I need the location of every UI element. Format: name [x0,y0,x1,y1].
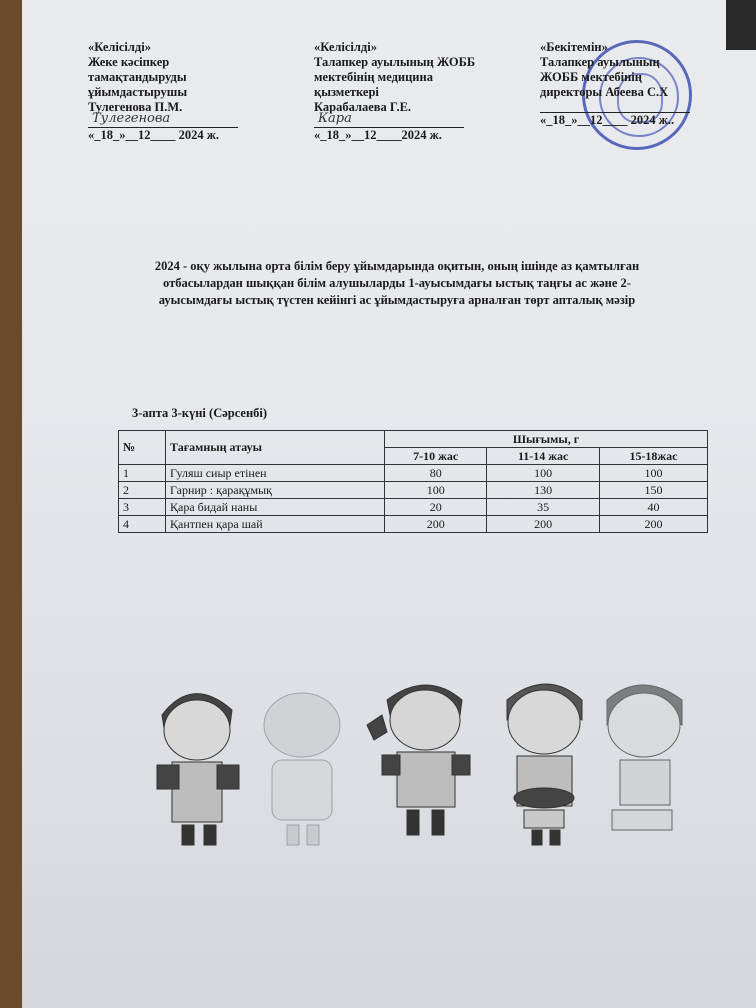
row-value: 80 [385,465,487,482]
approval-line: Карабалаева Г.Е. [314,100,412,114]
approval-line: директоры Абеева С.Х [540,85,669,99]
approval-line: ұйымдастырушы [88,85,188,99]
row-value: 200 [599,516,707,533]
approval-block-1 [88,40,238,143]
row-dish-name: Гуляш сиыр етінен [166,465,385,482]
document-sheet [22,0,756,1008]
child-figure-2 [264,693,340,845]
row-value: 100 [385,482,487,499]
children-illustration [142,670,702,870]
table-header-row [119,431,708,448]
row-number: 4 [119,516,166,533]
row-number: 3 [119,499,166,516]
approval-line: Талапкер ауылының ЖОББ [314,55,476,69]
row-number: 1 [119,465,166,482]
child-figure-1 [157,694,239,845]
approval-line: Тулегенова П.М. [88,100,183,114]
handwritten-signature: Кара [318,111,352,126]
child-figure-4 [507,684,582,845]
approval-line: тамақтандыруды [88,70,187,84]
approval-line: ЖОББ мектебінің [540,70,642,84]
approval-line: қызметкері [314,85,379,99]
row-dish-name: Қара бидай наны [166,499,385,516]
document-title: 2024 - оқу жылына орта білім беру ұйымдарында оқитын, оның ішінде аз қамтылған отбасылардан шыққан білім алушыларды 1-ауысымдағы ыстық таңғы ас және 2-ауысымдағы ыстық түстен кейінгі ас ұйымдастыруға арналған төрт апталық мәзір [154,259,640,307]
child-figure-5 [607,685,682,830]
menu-table [118,430,708,533]
row-value: 130 [487,482,600,499]
approval-block-3 [540,40,690,128]
approval-date: «_18_»__12____ 2024 ж.. [540,113,675,127]
row-dish-name: Қантпен қара шай [166,516,385,533]
header-age-group: 11-14 жас [487,448,600,465]
approval-line: мектебінің медицина [314,70,433,84]
approval-line: Талапкер ауылының [540,55,660,69]
approval-heading: «Бекітемін» [540,40,608,54]
table-row [119,482,708,499]
approval-date: «_18_»__12____ 2024 ж. [88,128,219,142]
table-row [119,499,708,516]
approval-block-2 [314,40,475,143]
child-figure-3 [367,685,470,835]
row-value: 200 [385,516,487,533]
row-number: 2 [119,482,166,499]
row-value: 100 [487,465,600,482]
background-corner [726,0,756,50]
handwritten-signature: Тулегенова [92,111,171,126]
approval-heading: «Келісілді» [88,40,151,54]
row-value: 20 [385,499,487,516]
header-output: Шығымы, г [385,431,708,448]
row-value: 35 [487,499,600,516]
table-row [119,516,708,533]
row-value: 100 [599,465,707,482]
row-dish-name: Гарнир : қарақұмық [166,482,385,499]
approval-line: Жеке кәсіпкер [88,55,170,69]
header-age-group: 15-18жас [599,448,707,465]
menu-day-subtitle: 3-апта 3-күні (Сәрсенбі) [132,406,268,420]
header-number: № [119,431,166,465]
signature-line [314,111,464,128]
header-age-group: 7-10 жас [385,448,487,465]
approval-date: «_18_»__12____2024 ж. [314,128,442,142]
approval-heading: «Келісілді» [314,40,377,54]
signature-line [540,100,690,113]
table-row [119,465,708,482]
header-dish-name: Тағамның атауы [166,431,385,465]
row-value: 200 [487,516,600,533]
signature-line [88,111,238,128]
row-value: 150 [599,482,707,499]
row-value: 40 [599,499,707,516]
